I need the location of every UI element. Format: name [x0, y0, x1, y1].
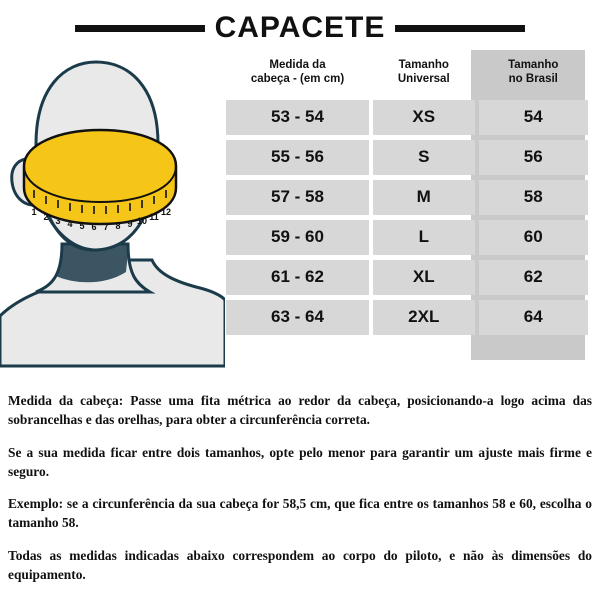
- note-rider-body: Todas as medidas indicadas abaixo correspondem ao corpo do piloto, e não às dimensões do equipamento.: [8, 547, 592, 582]
- svg-text:5: 5: [79, 221, 85, 231]
- table-header-row: [226, 55, 588, 95]
- cell-brasil: 60: [479, 220, 588, 255]
- note-between-sizes: Se a sua medida ficar entre dois tamanhos, opte pelo menor para garantir um ajuste mais firme e seguro.: [8, 444, 592, 479]
- cell-medida: 55 - 56: [226, 140, 369, 175]
- svg-text:9: 9: [127, 219, 133, 229]
- title-rule-left: [75, 25, 205, 32]
- table-row: [226, 100, 588, 135]
- cell-brasil: 58: [479, 180, 588, 215]
- table-row: [226, 140, 588, 175]
- svg-text:3: 3: [55, 216, 61, 226]
- svg-text:7: 7: [103, 222, 109, 232]
- cell-brasil: 62: [479, 260, 588, 295]
- svg-text:10: 10: [136, 216, 148, 226]
- header-universal-line2: Universal: [397, 73, 450, 86]
- svg-text:11: 11: [149, 212, 159, 222]
- cell-medida: 63 - 64: [226, 300, 369, 335]
- header-brasil-line1: Tamanho: [508, 59, 559, 71]
- cell-brasil: 56: [479, 140, 588, 175]
- title-rule-right: [395, 25, 525, 32]
- header-universal: [373, 55, 475, 95]
- cell-universal: XL: [373, 260, 475, 295]
- header-medida-line1: Medida da: [269, 59, 326, 71]
- svg-text:1: 1: [31, 207, 37, 217]
- note-measure: Medida da cabeça: Passe uma fita métrica ao redor da cabeça, posicionando-a logo acima das sobrancelhas e das orelhas, para obter a circunferência correta.: [8, 393, 592, 428]
- header-universal-line1: Tamanho: [398, 59, 449, 71]
- cell-universal: M: [373, 180, 475, 215]
- cell-medida: 61 - 62: [226, 260, 369, 295]
- svg-text:12: 12: [160, 207, 172, 217]
- size-table: [222, 50, 592, 340]
- svg-text:2: 2: [43, 212, 49, 222]
- size-table-wrapper: [222, 50, 592, 365]
- header-brasil-line2: no Brasil: [508, 73, 558, 86]
- size-table-body: [226, 100, 588, 335]
- svg-text:4: 4: [67, 219, 73, 229]
- note-example: Exemplo: se a circunferência da sua cabeça for 58,5 cm, que fica entre os tamanhos 58 e 60, escolha o tamanho 58.: [8, 496, 592, 531]
- header-medida-line2: cabeça - (em cm): [250, 73, 345, 86]
- cell-brasil: 54: [479, 100, 588, 135]
- cell-medida: 59 - 60: [226, 220, 369, 255]
- head-measurement-illustration: [0, 48, 225, 368]
- table-row: [226, 260, 588, 295]
- cell-universal: S: [373, 140, 475, 175]
- cell-universal: 2XL: [373, 300, 475, 335]
- measuring-tape: [24, 130, 176, 224]
- cell-universal: XS: [373, 100, 475, 135]
- page-title-row: [0, 8, 600, 48]
- svg-text:8: 8: [115, 221, 121, 231]
- header-brasil: [479, 55, 588, 95]
- page-title: CAPACETE: [214, 11, 386, 44]
- cell-brasil: 64: [479, 300, 588, 335]
- table-row: [226, 220, 588, 255]
- header-medida: [226, 55, 369, 95]
- svg-text:6: 6: [91, 222, 97, 232]
- cell-medida: 57 - 58: [226, 180, 369, 215]
- cell-universal: L: [373, 220, 475, 255]
- table-row: [226, 300, 588, 335]
- cell-medida: 53 - 54: [226, 100, 369, 135]
- table-row: [226, 180, 588, 215]
- size-table-head: [226, 55, 588, 95]
- instructions-section: [8, 378, 592, 584]
